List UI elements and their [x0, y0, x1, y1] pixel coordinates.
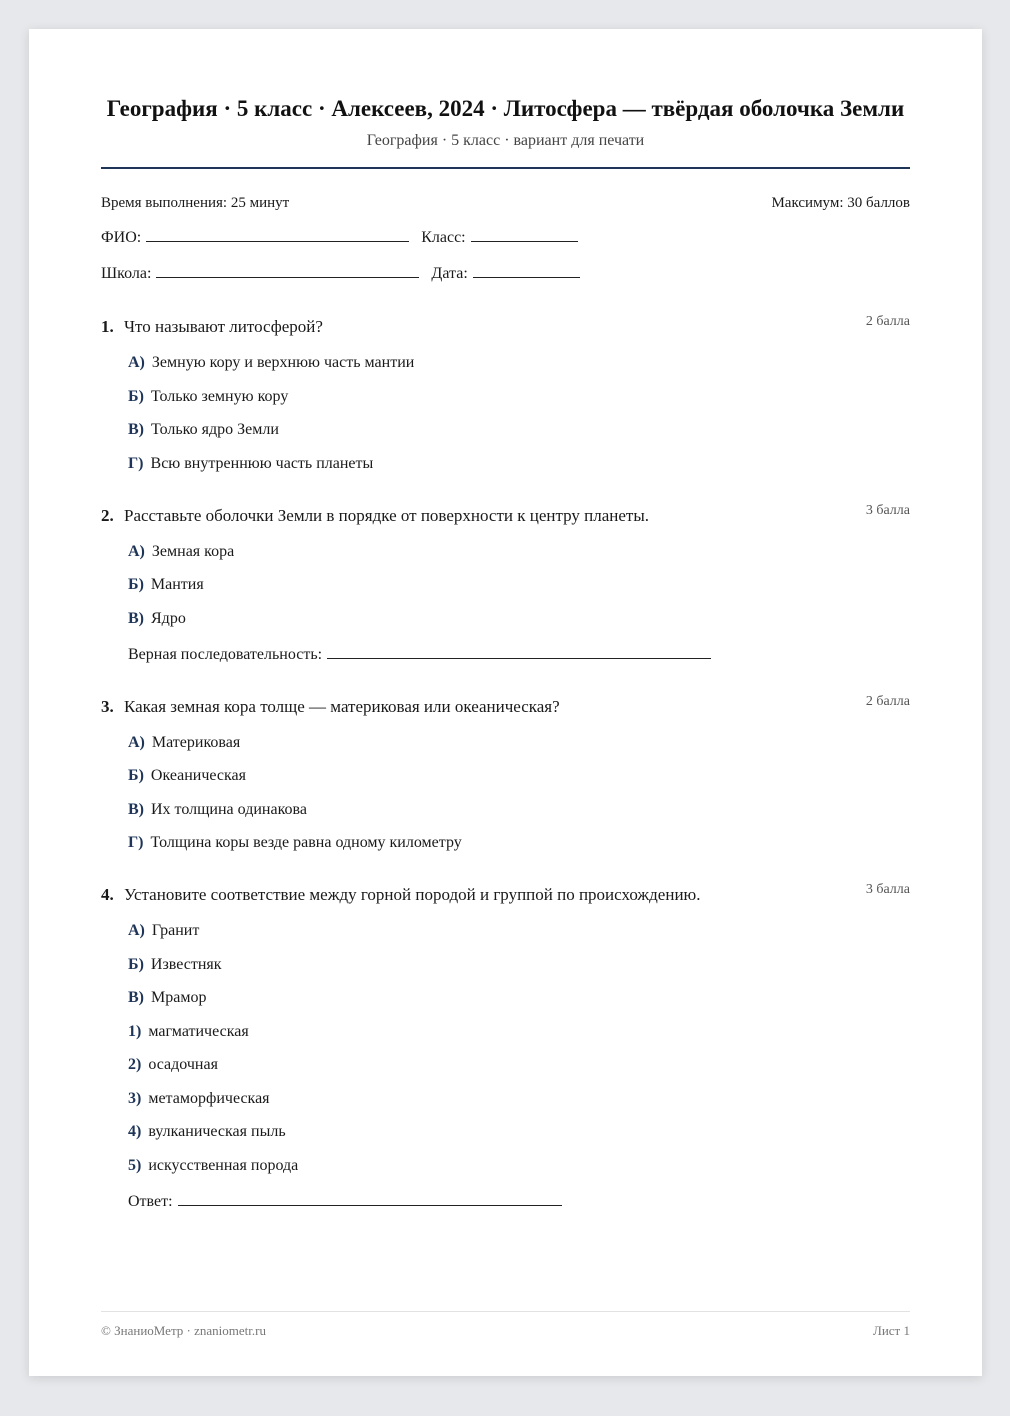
- option-text: Материковая: [151, 733, 241, 751]
- answer-option[interactable]: [128, 354, 910, 372]
- option-marker: А): [128, 354, 145, 371]
- option-text: Всю внутреннюю часть планеты: [150, 454, 374, 472]
- question-number: 1.: [101, 317, 114, 336]
- option-text: Мрамор: [151, 989, 207, 1006]
- name-class-row: [101, 227, 910, 247]
- page-content: [101, 29, 910, 1376]
- option-text: Толщина коры везде равна одному километру: [150, 834, 462, 851]
- option-text: Мантия: [150, 576, 204, 593]
- question-3: [101, 693, 910, 853]
- answer-option[interactable]: [128, 922, 910, 940]
- answer-label: Ответ:: [128, 1192, 173, 1210]
- max-score: Максимум: 30 баллов: [771, 195, 910, 211]
- option-marker: 3): [128, 1089, 142, 1107]
- footer-sheet-number: Лист 1: [873, 1323, 910, 1338]
- question-text: Установите соответствие между горной породой и группой по происхождению.: [124, 885, 701, 904]
- answer-option[interactable]: [128, 1123, 910, 1141]
- header-divider: [101, 167, 910, 169]
- option-text: Их толщина одинакова: [151, 800, 307, 818]
- option-marker: Б): [128, 576, 144, 593]
- options-list: [101, 922, 910, 1175]
- option-text: Земную кору и верхнюю часть мантии: [151, 354, 415, 371]
- option-marker: Г): [128, 454, 144, 472]
- question-points: 2 балла: [865, 314, 910, 329]
- answer-line: [128, 644, 910, 664]
- answer-option[interactable]: [128, 388, 910, 406]
- option-marker: 2): [128, 1056, 142, 1073]
- answer-option[interactable]: [128, 1090, 910, 1108]
- answer-option[interactable]: [128, 1023, 910, 1041]
- question-1: [101, 314, 910, 473]
- class-blank[interactable]: [471, 227, 578, 242]
- questions-list: [101, 314, 910, 1211]
- answer-option[interactable]: [128, 421, 910, 439]
- option-marker: 1): [128, 1022, 142, 1040]
- question-text: Расставьте оболочки Земли в порядке от поверхности к центру планеты.: [124, 505, 650, 525]
- answer-option[interactable]: [128, 989, 910, 1007]
- worksheet-page: [29, 29, 982, 1376]
- school-blank[interactable]: [156, 263, 419, 278]
- answer-blank[interactable]: [327, 644, 711, 659]
- option-marker: 4): [128, 1123, 142, 1140]
- answer-option[interactable]: [128, 576, 910, 594]
- answer-option[interactable]: [128, 956, 910, 974]
- option-text: Известняк: [150, 955, 222, 973]
- date-blank[interactable]: [473, 263, 580, 278]
- school-date-row: [101, 263, 910, 283]
- option-marker: Б): [128, 767, 144, 784]
- answer-option[interactable]: [128, 1157, 910, 1175]
- question-number: 3.: [101, 696, 114, 716]
- fio-blank[interactable]: [146, 227, 409, 242]
- option-marker: А): [128, 542, 145, 560]
- answer-label: Верная последовательность:: [128, 645, 323, 663]
- answer-line: [128, 1191, 910, 1211]
- option-marker: А): [128, 733, 145, 751]
- answer-option[interactable]: [128, 610, 910, 628]
- option-text: искусственная порода: [148, 1156, 299, 1174]
- question-2: [101, 502, 910, 664]
- question-text: Что называют литосферой?: [124, 317, 323, 336]
- option-marker: 5): [128, 1156, 142, 1174]
- meta-row: [101, 195, 910, 211]
- options-list: [101, 734, 910, 853]
- option-text: Ядро: [151, 609, 186, 627]
- options-list: [101, 354, 910, 473]
- option-text: вулканическая пыль: [148, 1123, 286, 1140]
- question-4: [101, 882, 910, 1211]
- option-marker: А): [128, 922, 145, 939]
- option-text: Только земную кору: [150, 387, 289, 405]
- answer-option[interactable]: [128, 834, 910, 852]
- answer-option[interactable]: [128, 767, 910, 785]
- answer-option[interactable]: [128, 543, 910, 561]
- question-header: [101, 317, 910, 337]
- answer-option[interactable]: [128, 455, 910, 473]
- fio-label: ФИО:: [101, 229, 142, 246]
- question-text: Какая земная кора толще — материковая или океаническая?: [124, 696, 560, 716]
- option-text: Земная кора: [151, 542, 235, 560]
- option-text: Океаническая: [150, 767, 246, 784]
- options-list: [101, 543, 910, 628]
- option-marker: Б): [128, 955, 144, 973]
- answer-option[interactable]: [128, 734, 910, 752]
- school-label: Школа:: [101, 265, 152, 282]
- footer-copyright: © ЗнаниоМетр · znaniometr.ru: [101, 1323, 266, 1338]
- option-marker: В): [128, 800, 144, 818]
- answer-option[interactable]: [128, 801, 910, 819]
- option-text: Гранит: [151, 922, 200, 939]
- option-marker: Г): [128, 834, 144, 851]
- option-text: магматическая: [148, 1022, 249, 1040]
- answer-blank[interactable]: [178, 1191, 562, 1206]
- answer-option[interactable]: [128, 1056, 910, 1074]
- question-header: [101, 506, 910, 526]
- question-points: 3 балла: [865, 502, 910, 518]
- question-number: 4.: [101, 885, 114, 904]
- option-text: осадочная: [148, 1056, 218, 1073]
- class-label: Класс:: [421, 229, 466, 246]
- question-header: [101, 697, 910, 717]
- page-title: География · 5 класс · Алексеев, 2024 · Литосфера — твёрдая оболочка Земли: [106, 96, 905, 121]
- date-label: Дата:: [431, 265, 468, 282]
- page-subtitle: География · 5 класс · вариант для печати: [366, 132, 645, 149]
- option-marker: Б): [128, 387, 144, 405]
- question-number: 2.: [101, 505, 114, 525]
- question-points: 3 балла: [865, 882, 910, 897]
- page-footer: [101, 1311, 910, 1339]
- option-text: Только ядро Земли: [151, 421, 279, 438]
- time-limit: Время выполнения: 25 минут: [101, 195, 290, 211]
- option-marker: В): [128, 989, 144, 1006]
- question-header: [101, 885, 910, 905]
- option-text: метаморфическая: [148, 1089, 270, 1107]
- option-marker: В): [128, 609, 144, 627]
- question-points: 2 балла: [865, 693, 910, 709]
- option-marker: В): [128, 421, 144, 438]
